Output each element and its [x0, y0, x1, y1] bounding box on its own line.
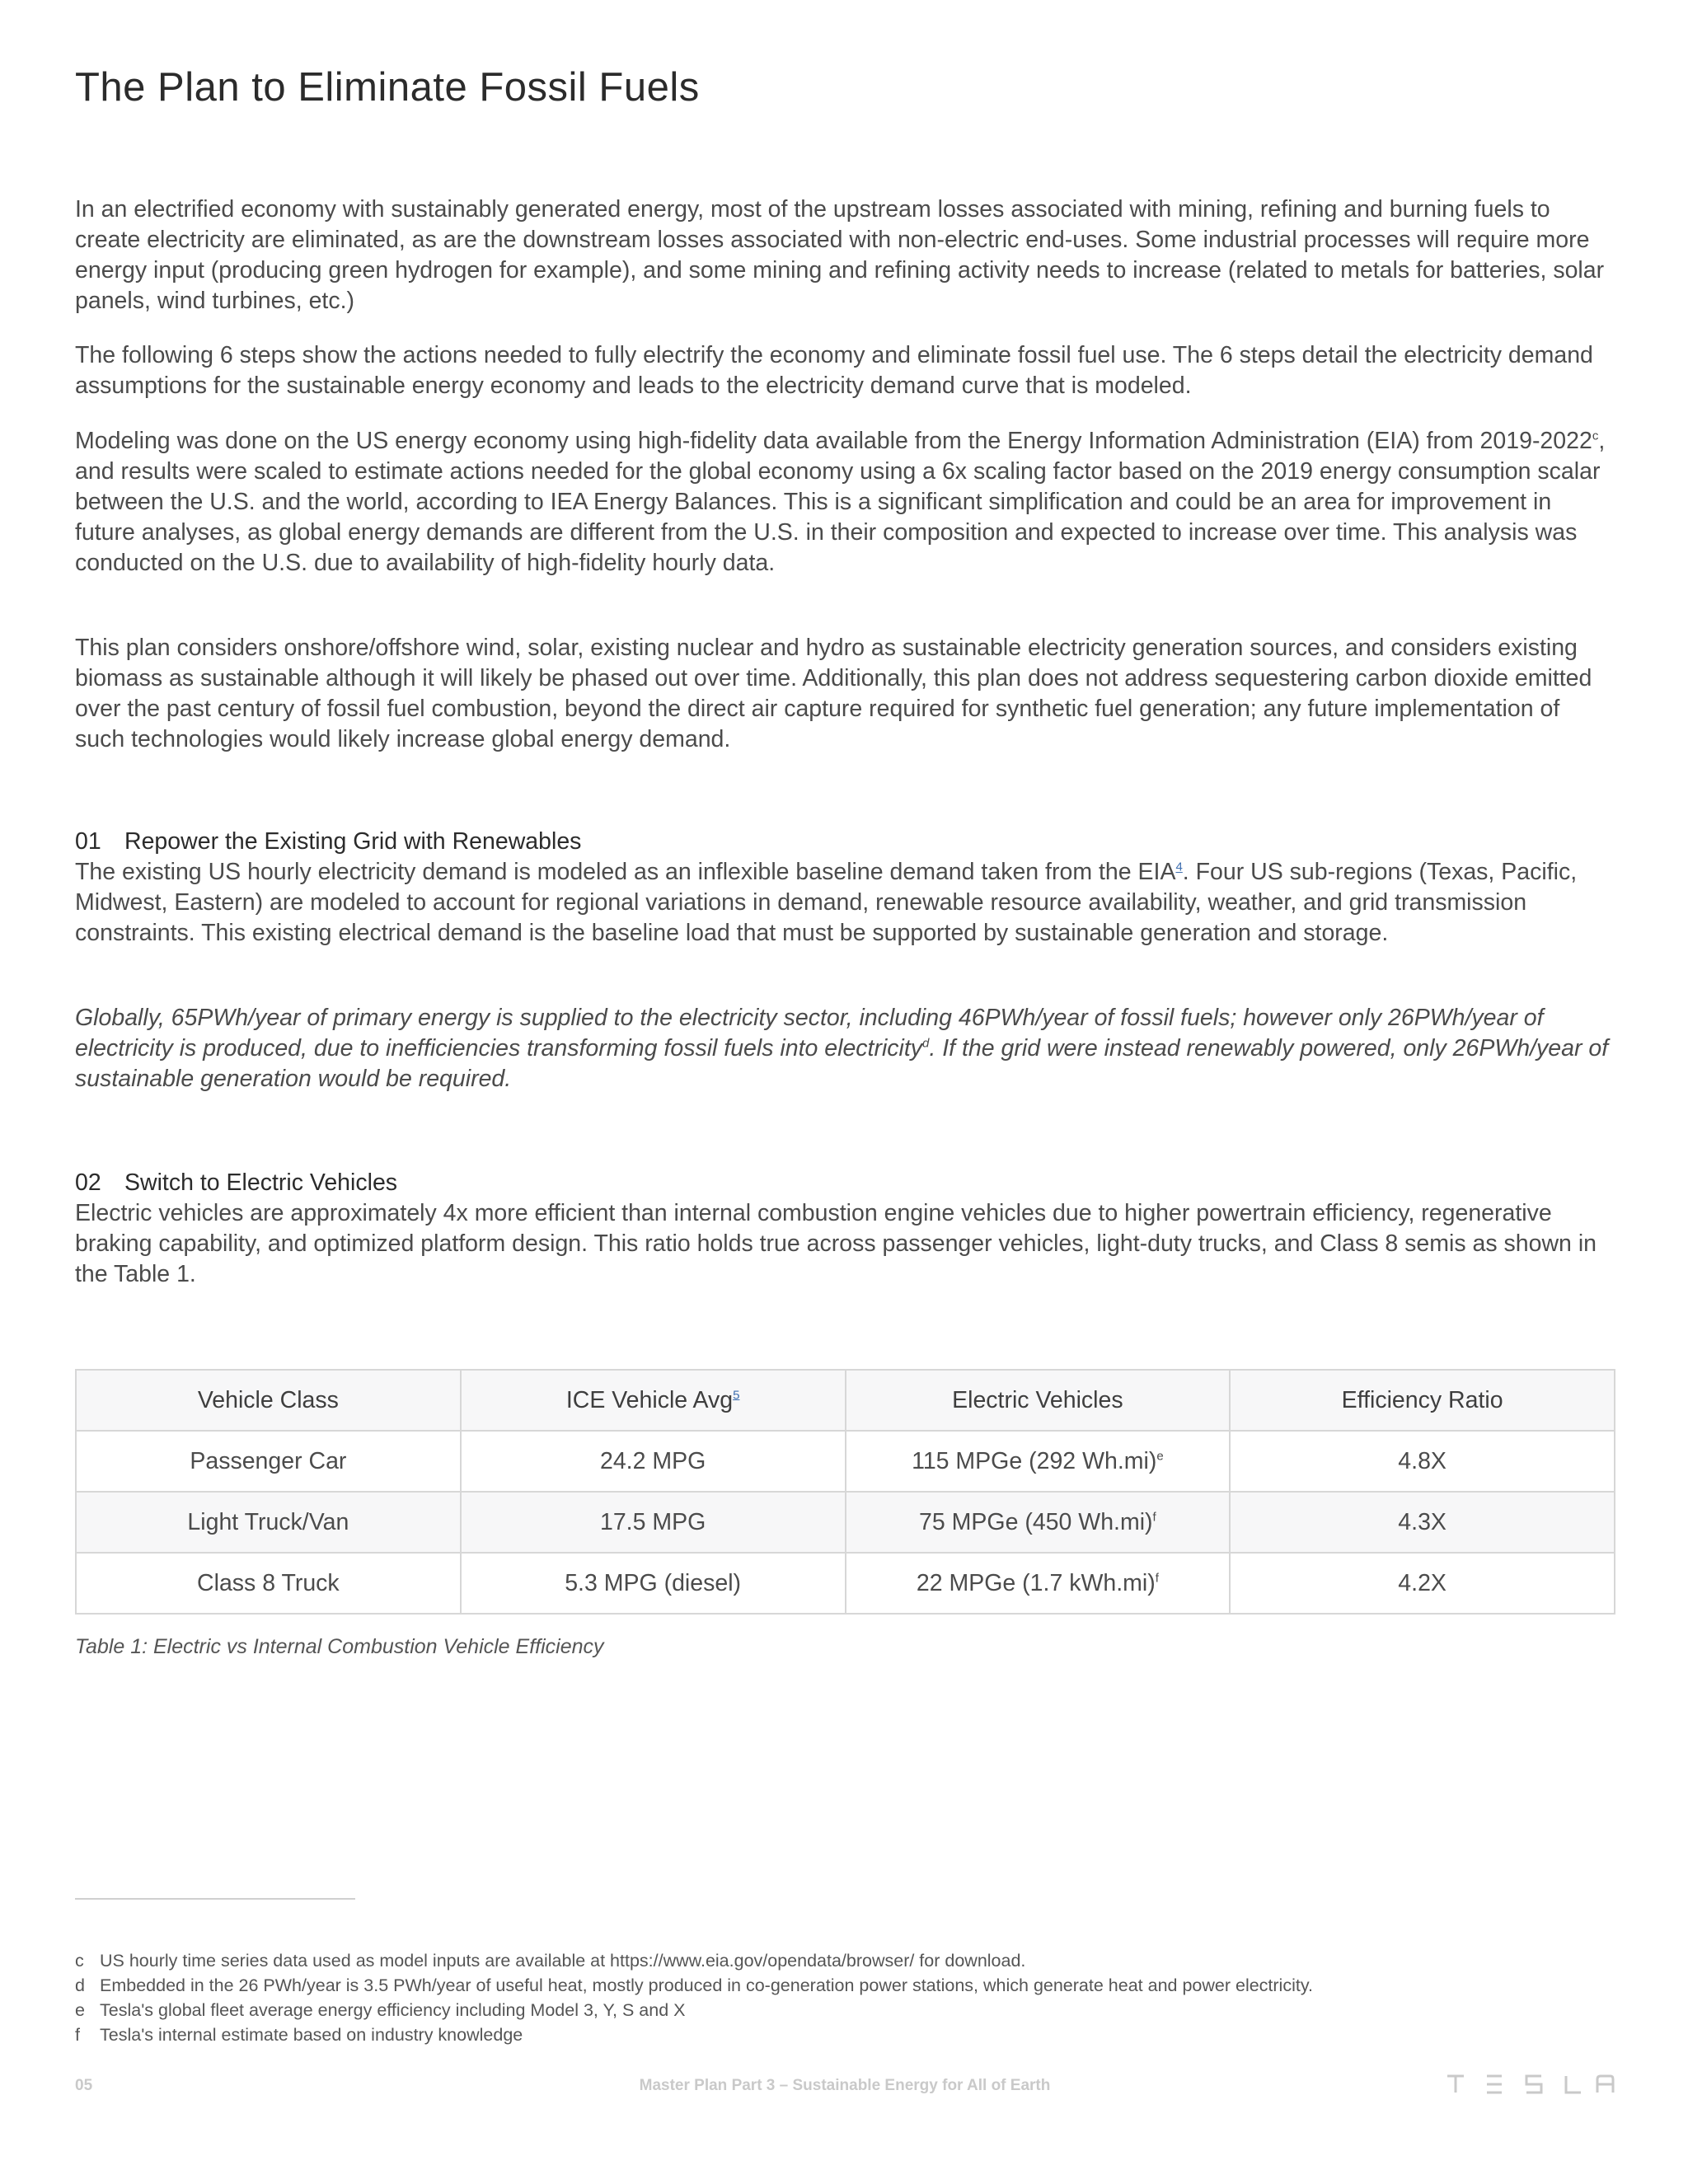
intro-text-4: This plan considers onshore/offshore wind, solar, existing nuclear and hydro as sustainable electricity generation sources, and considers existing biomass as sustainable although it will likely be phased out over time. Additionally, this plan does not address sequestering carbon dioxide emitted over the past century of fossil fuel combustion, beyond the direct air capture required for synthetic fuel generation; any future implementation of such technologies would likely increase global energy demand. [75, 635, 1592, 752]
section-02-number: 02 [75, 1169, 101, 1196]
cell-ev-value: 115 MPGe (292 Wh.mi) [912, 1447, 1157, 1474]
page-title: The Plan to Eliminate Fossil Fuels [75, 65, 700, 110]
header-electric-vehicles: Electric Vehicles [846, 1370, 1231, 1431]
cell-ev [846, 1492, 1231, 1553]
cell-ice-avg: 17.5 MPG [461, 1492, 846, 1553]
cell-vehicle-class: Light Truck/Van [76, 1492, 461, 1553]
table-caption: Table 1: Electric vs Internal Combustion Vehicle Efficiency [75, 1635, 604, 1658]
footnote-item [75, 1998, 1615, 2022]
section-01-italic-text [75, 1003, 1615, 1094]
cell-ice-avg: 24.2 MPG [461, 1431, 846, 1492]
section-01-callout [75, 1003, 1615, 1094]
cell-vehicle-class: Class 8 Truck [76, 1553, 461, 1614]
intro-paragraph-4 [75, 633, 1615, 755]
cell-ratio: 4.2X [1230, 1553, 1615, 1614]
reference-link-5[interactable]: 5 [733, 1388, 740, 1402]
intro-text-2: The following 6 steps show the actions needed to fully electrify the economy and eliminate fossil fuel use. The 6 steps detail the electricity demand assumptions for the sustainable energy economy and leads to the electricity demand curve that is modeled. [75, 342, 1593, 399]
intro-text-3b: , and results were scaled to estimate actions needed for the global economy using a 6x scaling factor based on the 2019 energy consumption scalar between the U.S. and the world, according to IEA Energy Balances. This is a significant simplification and could be an area for improvement in future analyses, as global energy demands are different from the U.S. in their composition and expected to increase over time. This analysis was conducted on the U.S. due to availability of high-fidelity hourly data. [75, 428, 1606, 576]
section-02 [75, 1168, 1615, 1290]
section-01-text-a: The existing US hourly electricity demand is modeled as an inflexible baseline demand taken from the EIA [75, 859, 1176, 885]
vehicle-efficiency-table [75, 1369, 1615, 1615]
footnote-key: e [75, 2000, 85, 2020]
intro-paragraph-1 [75, 194, 1615, 316]
cell-ev [846, 1431, 1231, 1492]
cell-ev [846, 1553, 1231, 1614]
table-header-row [76, 1370, 1615, 1431]
intro-paragraph-3 [75, 426, 1615, 579]
footnote-item [75, 2022, 1615, 2047]
footnote-text: US hourly time series data used as model inputs are available at https://www.eia.gov/opendata/browser/ for download. [100, 1951, 1026, 1971]
footnote-text: Tesla's global fleet average energy efficiency including Model 3, Y, S and X [100, 2000, 686, 2020]
section-01-italic-b: . If the grid were instead renewably powered, only 26PWh/year of sustainable generation would be required. [75, 1035, 1609, 1092]
footnote-item [75, 1973, 1615, 1998]
table-row [76, 1492, 1615, 1553]
footnote-key: c [75, 1951, 84, 1971]
footnote-ref-d[interactable]: d [922, 1036, 930, 1051]
section-01-number: 01 [75, 828, 101, 855]
tesla-wordmark-logo [1446, 2074, 1615, 2095]
section-01-title: Repower the Existing Grid with Renewables [124, 828, 582, 855]
intro-text-3a: Modeling was done on the US energy economy using high-fidelity data available from the Energy Information Administration (EIA) from 2019-2022 [75, 428, 1592, 454]
cell-ratio: 4.3X [1230, 1492, 1615, 1553]
intro-text-1: In an electrified economy with sustainably generated energy, most of the upstream losses associated with mining, refining and burning fuels to create electricity are eliminated, as are the downstream losses associated with non-electric end-uses. Some industrial processes will require more energy input (producing green hydrogen for example), and some mining and refining activity needs to increase (related to metals for batteries, solar panels, wind turbines, etc.) [75, 196, 1605, 314]
section-01-italic-a: Globally, 65PWh/year of primary energy is supplied to the electricity sector, including 46PWh/year of fossil fuels; however only 26PWh/year of electricity is produced, due to inefficiencies transforming fossil fuels into electricity [75, 1005, 1544, 1062]
footnote-divider [75, 1898, 355, 1900]
footnote-key: d [75, 1975, 85, 1995]
cell-ratio: 4.8X [1230, 1431, 1615, 1492]
page-footer [75, 2077, 1615, 2097]
cell-vehicle-class: Passenger Car [76, 1431, 461, 1492]
header-ice-avg-label: ICE Vehicle Avg [565, 1386, 734, 1413]
footnotes [75, 1948, 1615, 2047]
section-02-heading [75, 1168, 1615, 1198]
table-row [76, 1553, 1615, 1614]
header-ice-avg [461, 1370, 846, 1431]
footer-document-title: Master Plan Part 3 – Sustainable Energy for All of Earth [639, 2077, 1051, 2094]
header-vehicle-class: Vehicle Class [76, 1370, 461, 1431]
section-02-title: Switch to Electric Vehicles [124, 1169, 398, 1196]
footnote-text: Tesla's internal estimate based on industry knowledge [100, 2025, 523, 2045]
page-number: 05 [75, 2077, 93, 2094]
section-01 [75, 827, 1615, 949]
section-01-text-b: . Four US sub-regions (Texas, Pacific, Midwest, Eastern) are modeled to account for regional variations in demand, renewable resource availability, weather, and grid transmission constraints. This existing electrical demand is the baseline load that must be supported by sustainable generation and storage. [75, 859, 1578, 946]
footnote-ref-f[interactable]: f [1152, 1510, 1156, 1524]
header-efficiency-ratio: Efficiency Ratio [1230, 1370, 1615, 1431]
table-row [76, 1431, 1615, 1492]
cell-ev-value: 75 MPGe (450 Wh.mi) [919, 1508, 1153, 1535]
cell-ice-avg: 5.3 MPG (diesel) [461, 1553, 846, 1614]
footnote-ref-c[interactable]: c [1592, 429, 1599, 443]
section-01-text [75, 857, 1615, 949]
footnote-ref-f[interactable]: f [1155, 1571, 1159, 1585]
intro-paragraph-2 [75, 340, 1615, 401]
intro-text-3 [75, 426, 1615, 579]
reference-link-4[interactable]: 4 [1175, 860, 1183, 874]
footnote-key: f [75, 2025, 80, 2045]
section-01-heading [75, 827, 1615, 857]
footnote-text: Embedded in the 26 PWh/year is 3.5 PWh/year of useful heat, mostly produced in co-generation power stations, which generate heat and power electricity. [100, 1975, 1313, 1995]
cell-ev-value: 22 MPGe (1.7 kWh.mi) [916, 1569, 1156, 1596]
footnote-item [75, 1948, 1615, 1973]
section-02-text: Electric vehicles are approximately 4x more efficient than internal combustion engine vehicles due to higher powertrain efficiency, regenerative braking capability, and optimized platform design. This ratio holds true across passenger vehicles, light-duty trucks, and Class 8 semis as shown in the Table 1. [75, 1200, 1597, 1287]
footnote-ref-e[interactable]: e [1156, 1449, 1164, 1463]
